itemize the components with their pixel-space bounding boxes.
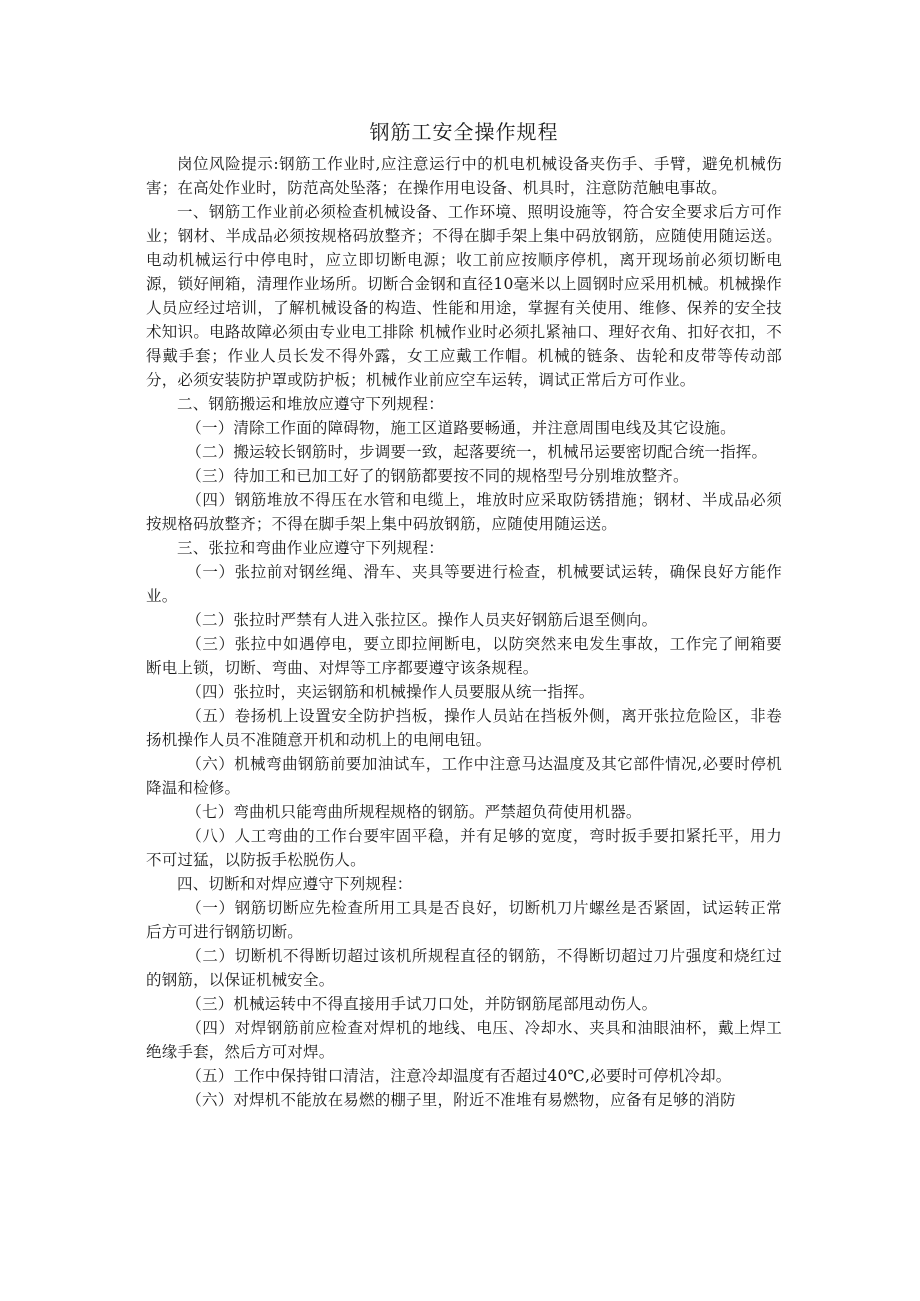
clause-paragraph: （二）切断机不得断切超过该机所规程直径的钢筋，不得断切超过刀片强度和烧红过的钢筋，以保证机械安全。 [146,947,782,989]
clause-paragraph: （三）机械运转中不得直接用手试刀口处，并防钢筋尾部甩动伤人。 [186,995,658,1013]
clause-paragraph: （一）清除工作面的障碍物，施工区道路要畅通，并注意周围电线及其它设施。 [186,419,736,437]
section-paragraph: 一、钢筋工作业前必须检查机械设备、工作环境、照明设施等，符合安全要求后方可作业；钢材、半成品必须按规格码放整齐；不得在脚手架上集中码放钢筋，应随使用随运送。电动机械运行中停电时，应立即切断电源；收工前应按顺序停机，离开现场前必须切断电源，锁好闸箱，清理作业场所。切断合金钢和直径10毫米以上圆钢时应采用机械。机械操作人员应经过培训，了解机械设备的构造、性能和用途，掌握有关使用、维修、保养的安全技术知识。电路故障必须由专业电工排除 机械作业时必须扎紧袖口、理好衣角、扣好衣扣，不得戴手套；作业人员长发不得外露，女工应戴工作帽。机械的链条、齿轮和皮带等传动部分，必须安装防护罩或防护板；机械作业前应空车运转，调试正常后方可作业。 [146,203,782,389]
document-title: 钢筋工安全操作规程 [369,120,559,144]
clause-paragraph: （三）张拉中如遇停电，要立即拉闸断电，以防突然来电发生事故，工作完了闸箱要断电上锁，切断、弯曲、对焊等工序都要遵守该条规程。 [146,635,782,677]
section-paragraph: 四、切断和对焊应遵守下列规程： [177,875,413,893]
document-page [146,112,782,1112]
clause-paragraph: （一）钢筋切断应先检查所用工具是否良好，切断机刀片螺丝是否紧固，试运转正常后方可进行钢筋切断。 [146,899,782,941]
clause-paragraph: （四）钢筋堆放不得压在水管和电缆上，堆放时应采取防锈措施；钢材、半成品必须按规格码放整齐；不得在脚手架上集中码放钢筋，应随使用随运送。 [146,491,782,533]
section-paragraph: 二、钢筋搬运和堆放应遵守下列规程： [177,395,444,413]
clause-paragraph: （三）待加工和已加工好了的钢筋都要按不同的规格型号分别堆放整齐。 [186,467,689,485]
section-paragraph: 岗位风险提示:钢筋工作业时,应注意运行中的机电机械设备夹伤手、手臂，避免机械伤害；在高处作业时，防范高处坠落；在操作用电设备、机具时，注意防范触电事故。 [146,155,782,197]
clause-paragraph: （四）张拉时，夹运钢筋和机械操作人员要服从统一指挥。 [186,683,595,701]
clause-paragraph: （二）搬运较长钢筋时，步调要一致，起落要统一，机械吊运要密切配合统一指挥。 [186,443,768,461]
clause-paragraph: （五）卷扬机上设置安全防护挡板，操作人员站在挡板外侧，离开张拉危险区，非卷扬机操作人员不准随意开机和动机上的电闸电钮。 [146,707,782,749]
clause-paragraph: （五）工作中保持钳口清洁，注意冷却温度有否超过40℃,必要时可停机冷却。 [186,1067,732,1085]
clause-paragraph: （一）张拉前对钢丝绳、滑车、夹具等要进行检查，机械要试运转，确保良好方能作业。 [146,563,782,605]
section-paragraph: 三、张拉和弯曲作业应遵守下列规程： [177,539,444,557]
clause-paragraph: （六）对焊机不能放在易燃的棚子里，附近不准堆有易燃物，应备有足够的消防 [186,1091,736,1109]
clause-paragraph: （二）张拉时严禁有人进入张拉区。操作人员夹好钢筋后退至侧向。 [186,611,658,629]
clause-paragraph: （四）对焊钢筋前应检查对焊机的地线、电压、冷却水、夹具和油眼油杯，戴上焊工绝缘手套，然后方可对焊。 [146,1019,782,1061]
clause-paragraph: （六）机械弯曲钢筋前要加油试车，工作中注意马达温度及其它部件情况,必要时停机降温和检修。 [146,755,782,797]
clause-paragraph: （八）人工弯曲的工作台要牢固平稳，并有足够的宽度，弯时扳手要扣紧托平，用力不可过猛，以防扳手松脱伤人。 [146,827,782,869]
clause-paragraph: （七）弯曲机只能弯曲所规程规格的钢筋。严禁超负荷使用机器。 [186,803,642,821]
document-body [146,152,782,1112]
